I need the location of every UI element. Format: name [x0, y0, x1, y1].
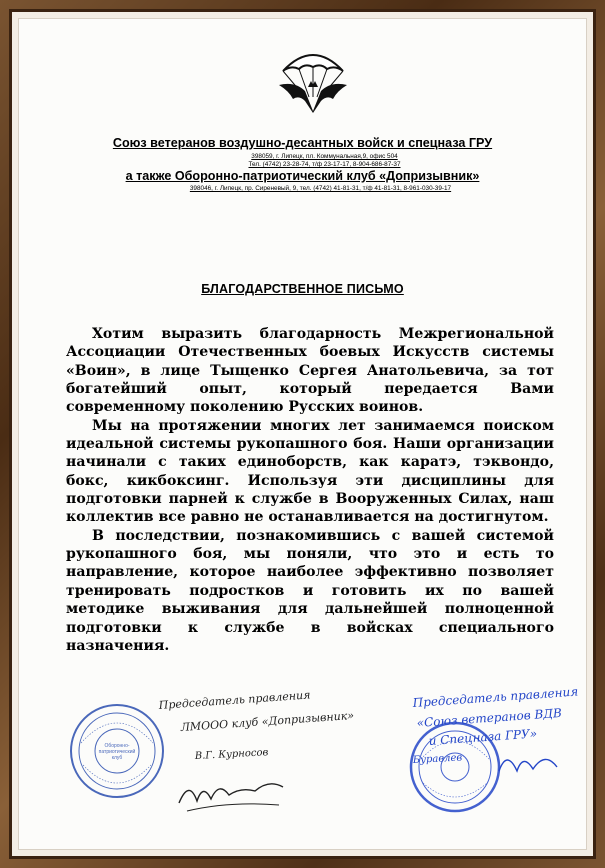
right-signature-name: Буравлев	[412, 752, 463, 766]
letter-sheet	[18, 18, 587, 850]
svg-text:Оборонно-: Оборонно-	[104, 743, 130, 749]
right-signature-title: Председатель правления	[412, 684, 579, 710]
org-phones: Тел. (4742) 23-28-74, т/ф 23-17-17, 8-904-686-87-37	[248, 161, 401, 168]
letter-title: БЛАГОДАРСТВЕННОЕ ПИСЬМО	[201, 282, 404, 296]
left-signature-name: В.Г. Курносов	[194, 747, 269, 762]
club-address: 398046, г. Липецк, пр. Сиреневый, 9, тел. (4742) 41-81-31, т/ф 41-81-31, 8-961-030-39-17	[189, 185, 452, 192]
svg-text:клуб: клуб	[111, 755, 123, 761]
left-round-stamp	[71, 705, 163, 797]
paragraph: В последствии, познакомившись с вашей системой рукопашного боя, мы поняли, что это и есть то направление, которое наиболее эффективно позволяет тренировать подростков и готовить их по вашей методике выживания для дальнейшей полноценной подготовки к службе в войсках специального назначения.	[66, 527, 554, 654]
letter-body	[66, 325, 554, 655]
svg-text:патриотический: патриотический	[98, 749, 136, 755]
parachute-bat-emblem-icon	[275, 41, 351, 115]
frame-matting	[9, 9, 596, 859]
right-signature-org-line2: и Спецназа ГРУ»	[428, 726, 538, 748]
left-signature-title: Председатель правления	[158, 688, 311, 712]
org-address: 398059, г. Липецк, пл. Коммунальная,9, офис 504	[251, 153, 398, 160]
right-signature-org-line1: «Союз ветеранов ВДВ	[416, 705, 563, 730]
club-name-line: а также Оборонно-патриотический клуб «Допризывник»	[125, 169, 480, 183]
org-name-line: Союз ветеранов воздушно-десантных войск и спецназа ГРУ	[112, 136, 493, 150]
paragraph: Хотим выразить благодарность Межрегиональной Ассоциации Отечественных боевых Искусств системы «Воин», в лице Тыщенко Сергея Анатольевича, за тот богатейший опыт, который передается Вами современному поколению Русских воинов.	[66, 326, 554, 416]
paragraph: Мы на протяжении многих лет занимаемся поиском идеальной системы рукопашного боя. Наши организации начинали с таких единоборств, как каратэ, тэквондо, бокс, кикбоксинг. Используя эти дисциплины для подготовки парней к службе в Вооруженных Силах, наш коллектив все равно не останавливается на достигнутом.	[66, 417, 554, 526]
left-signature-block	[69, 683, 369, 823]
left-signature-org: ЛМООО клуб «Допризывник»	[180, 708, 355, 734]
right-signature-block	[399, 679, 587, 819]
